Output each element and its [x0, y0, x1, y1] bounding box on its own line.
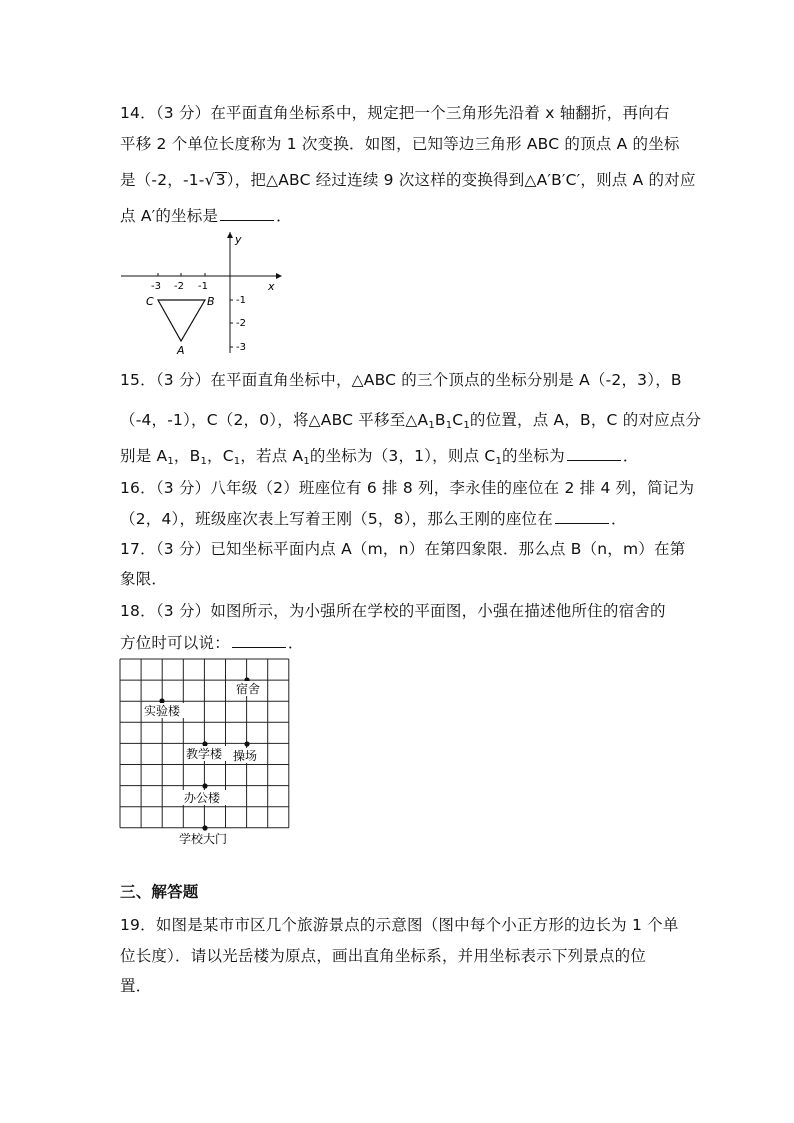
- sqrt-radicand: 3: [215, 171, 226, 189]
- q16-text: （2，4），班级座次表上写着王刚（5，8），那么王刚的座位在: [120, 510, 553, 528]
- q15-text: 的坐标为（3，1），则点 C: [309, 447, 496, 465]
- q14-coordinate-figure: [118, 228, 288, 358]
- q19-line2: 位长度）．请以光岳楼为原点，画出直角坐标系，并用坐标表示下列景点的位: [120, 947, 647, 965]
- teaching-label: 教学楼: [186, 747, 223, 761]
- q15-text: ，B: [173, 447, 201, 465]
- answer-blank: [232, 633, 286, 648]
- q15-line1: 15．（3 分）在平面直角坐标中，△ABC 的三个顶点的坐标分别是 A（-2，3），B: [120, 371, 682, 389]
- q18-line2: [120, 633, 304, 653]
- gate-point: [202, 825, 207, 830]
- subscript: 1: [463, 420, 470, 431]
- q17-line2: 象限．: [120, 570, 168, 588]
- y-axis-label: y: [235, 233, 242, 246]
- q15-text: 的位置，点 A，B，C 的对应点分: [469, 411, 702, 429]
- q18-line1: 18．（3 分）如图所示，为小强所在学校的平面图，小强在描述他所住的宿舍的: [120, 602, 666, 620]
- x-axis-label: x: [268, 280, 275, 293]
- school-map: [118, 656, 294, 850]
- x-axis-arrow: [276, 273, 282, 279]
- q14-line2: 平移 2 个单位长度称为 1 次变换．如图，已知等边三角形 ABC 的顶点 A 的坐标: [120, 135, 680, 153]
- answer-blank: [555, 509, 609, 524]
- q19-line1: 19．如图是某市市区几个旅游景点的示意图（图中每个小正方形的边长为 1 个单: [120, 916, 679, 934]
- office-label: 办公楼: [184, 791, 221, 805]
- q14-line3-a: 是（-2，-1-: [120, 171, 205, 189]
- q15-text: ．: [622, 447, 639, 465]
- q18-text: ．: [287, 634, 304, 652]
- q16-text: ．: [610, 510, 627, 528]
- q15-text: ，若点 A: [240, 447, 304, 465]
- q15-text: B: [434, 411, 446, 429]
- triangle-abc: [158, 300, 205, 341]
- q17-line1: 17．（3 分）已知坐标平面内点 A（m，n）在第四象限．那么点 B（n，m）在第: [120, 540, 686, 558]
- answer-blank: [220, 206, 274, 221]
- answer-blank: [567, 446, 621, 461]
- q16-line1: 16．（3 分）八年级（2）班座位有 6 排 8 列，李永佳的座位在 2 排 4 列，简记为: [120, 479, 695, 497]
- vertex-a-label: A: [177, 344, 185, 357]
- playground-label: 操场: [233, 749, 258, 763]
- y-tick-label: -1: [236, 295, 246, 306]
- vertex-c-label: C: [146, 295, 154, 308]
- q14-line4-end: ．: [276, 207, 292, 225]
- lab-point: [159, 698, 164, 703]
- gate-label: 学校大门: [179, 832, 228, 846]
- x-tick-label: -3: [151, 281, 161, 292]
- subscript: 1: [303, 456, 310, 467]
- subscript: 1: [428, 420, 435, 431]
- q14-line3: 是（-2，-1-√3），把△ABC 经过连续 9 次这样的变换得到△A′B′C′，则点 A 的对应: [120, 171, 696, 189]
- q18-text: 方位时可以说：: [120, 634, 230, 652]
- dorm-label: 宿舍: [236, 682, 261, 696]
- lab-label: 实验楼: [144, 704, 181, 718]
- subscript: 1: [445, 420, 453, 431]
- q15-line2: [120, 410, 701, 436]
- subscript: 1: [233, 456, 241, 467]
- teaching-point: [202, 741, 207, 746]
- q15-text: （-4，-1），C（2，0），将△ABC 平移至△A: [120, 411, 429, 429]
- q16-line2: [120, 509, 627, 529]
- x-tick-label: -1: [198, 281, 208, 292]
- q14-line3-b: ），把△ABC 经过连续 9 次这样的变换得到△A′B′C′，则点 A 的对应: [226, 171, 696, 189]
- q15-line3: [120, 446, 639, 472]
- q15-text: ，C: [207, 447, 234, 465]
- subscript: 1: [200, 456, 208, 467]
- q15-text: 别是 A: [120, 447, 168, 465]
- q19-line3: 置．: [120, 977, 152, 995]
- q15-text: 的坐标为: [502, 447, 565, 465]
- q15-text: C: [452, 411, 464, 429]
- office-point: [202, 783, 207, 788]
- q14-line4-text: 点 A′的坐标是: [120, 207, 219, 225]
- y-tick-label: -3: [236, 342, 246, 353]
- x-tick-label: -2: [174, 281, 184, 292]
- y-axis-arrow: [227, 232, 233, 238]
- q14-line1: 14．（3 分）在平面直角坐标系中，规定把一个三角形先沿着 x 轴翻折，再向右: [120, 104, 670, 122]
- subscript: 1: [495, 456, 502, 467]
- playground-point: [244, 741, 249, 746]
- y-tick-label: -2: [236, 318, 246, 329]
- subscript: 1: [167, 456, 174, 467]
- section-title: 三、解答题: [120, 883, 199, 901]
- q14-line4: [120, 206, 292, 226]
- vertex-b-label: B: [207, 295, 215, 308]
